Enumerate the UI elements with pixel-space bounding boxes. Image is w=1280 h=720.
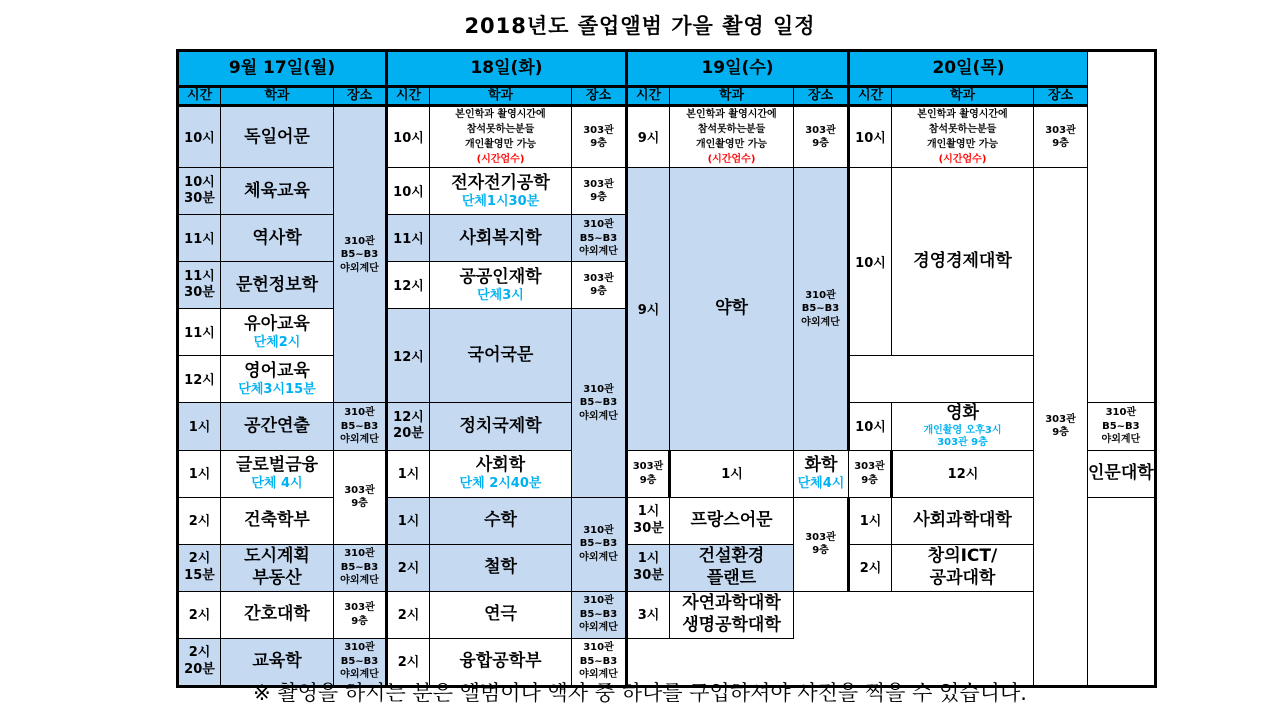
time-cell: 9시 bbox=[627, 168, 670, 450]
note-cell: 본인학과 촬영시간에 참석못하는분들 개인촬영만 가능 (시간엄수) bbox=[670, 106, 794, 168]
header-time: 시간 bbox=[178, 87, 221, 106]
time-cell: 12시 20분 bbox=[387, 403, 430, 450]
time-cell: 1시 bbox=[178, 403, 221, 450]
dept-cell: 정치국제학 bbox=[430, 403, 572, 450]
place-cell: 310관 B5~B3 야외계단 bbox=[572, 591, 627, 638]
dept-cell: 국어국문 bbox=[430, 309, 572, 403]
time-cell: 10시 bbox=[387, 106, 430, 168]
time-cell: 2시 bbox=[178, 497, 221, 544]
time-cell: 10시 bbox=[849, 168, 892, 356]
dept-cell: 건설환경 플랜트 bbox=[670, 544, 794, 591]
time-cell: 12시 bbox=[892, 450, 1034, 497]
table-row bbox=[178, 544, 1156, 591]
place-cell: 303관 9층 bbox=[572, 262, 627, 309]
dept-cell: 영어교육 단체3시15분 bbox=[221, 356, 334, 403]
day-header-wednesday: 19일(수) bbox=[627, 51, 849, 87]
time-cell: 2시 bbox=[387, 591, 430, 638]
time-cell: 10시 bbox=[849, 106, 892, 168]
time-cell: 9시 bbox=[627, 106, 670, 168]
dept-cell: 유아교육 단체2시 bbox=[221, 309, 334, 356]
dept-cell: 약학 bbox=[670, 168, 794, 450]
time-cell: 1시 bbox=[849, 497, 892, 544]
dept-cell: 사회학 단체 2시40분 bbox=[430, 450, 572, 497]
footer-note: ※ 촬영을 하시는 분은 앨범이나 액자 중 하나를 구입하셔야 사진을 찍을 수 있습니다. bbox=[253, 681, 1027, 705]
dept-cell: 경영경제대학 bbox=[892, 168, 1034, 356]
place-cell: 303관 9층 bbox=[849, 450, 892, 497]
table-row bbox=[178, 168, 1156, 215]
place-cell: 303관 9층 bbox=[794, 497, 849, 591]
place-cell: 303관 9층 bbox=[572, 106, 627, 168]
time-cell: 11시 bbox=[178, 309, 221, 356]
place-cell: 310관 B5~B3 야외계단 bbox=[572, 497, 627, 591]
header-dept: 학과 bbox=[221, 87, 334, 106]
dept-cell: 역사학 bbox=[221, 215, 334, 262]
time-cell: 2시 bbox=[849, 544, 892, 591]
time-cell: 2시 bbox=[178, 591, 221, 638]
table-row bbox=[178, 591, 1156, 638]
place-cell: 310관 B5~B3 야외계단 bbox=[334, 638, 387, 686]
dept-cell: 도시계획 부동산 bbox=[221, 544, 334, 591]
header-dept: 학과 bbox=[670, 87, 794, 106]
dept-cell: 인문대학 bbox=[1088, 450, 1156, 497]
header-place: 장소 bbox=[334, 87, 387, 106]
dept-cell: 창의ICT/ 공과대학 bbox=[892, 544, 1034, 591]
place-cell: 303관 9층 bbox=[1034, 168, 1088, 686]
dept-cell: 자연과학대학 생명공학대학 bbox=[670, 591, 794, 638]
place-cell: 310관 B5~B3 야외계단 bbox=[572, 309, 627, 497]
dept-cell: 건축학부 bbox=[221, 497, 334, 544]
dept-cell: 사회과학대학 bbox=[892, 497, 1034, 544]
dept-cell: 철학 bbox=[430, 544, 572, 591]
note-cell: 본인학과 촬영시간에 참석못하는분들 개인촬영만 가능 (시간엄수) bbox=[892, 106, 1034, 168]
time-cell: 2시 bbox=[387, 544, 430, 591]
time-cell: 1시 bbox=[670, 450, 794, 497]
place-cell: 303관 9층 bbox=[334, 450, 387, 544]
place-cell: 310관 B5~B3 야외계단 bbox=[572, 215, 627, 262]
place-cell: 310관 B5~B3 야외계단 bbox=[334, 544, 387, 591]
header-time: 시간 bbox=[627, 87, 670, 106]
place-cell: 310관 B5~B3 야외계단 bbox=[572, 638, 627, 686]
time-cell: 2시 bbox=[387, 638, 430, 686]
table-row bbox=[178, 497, 1156, 544]
dept-cell: 문헌정보학 bbox=[221, 262, 334, 309]
place-cell: 303관 9층 bbox=[627, 450, 670, 497]
time-cell: 1시 bbox=[387, 450, 430, 497]
header-place: 장소 bbox=[794, 87, 849, 106]
day-header-row bbox=[178, 51, 1156, 87]
time-cell: 10시 bbox=[387, 168, 430, 215]
dept-cell: 프랑스어문 bbox=[670, 497, 794, 544]
time-cell: 11시 bbox=[178, 215, 221, 262]
time-cell: 2시 20분 bbox=[178, 638, 221, 686]
time-cell: 1시 30분 bbox=[627, 544, 670, 591]
time-cell: 3시 bbox=[627, 591, 670, 638]
header-dept: 학과 bbox=[430, 87, 572, 106]
place-cell: 310관 B5~B3 야외계단 bbox=[1088, 403, 1156, 450]
dept-cell: 융합공학부 bbox=[430, 638, 572, 686]
time-cell: 12시 bbox=[178, 356, 221, 403]
schedule-table bbox=[176, 49, 1157, 688]
time-cell: 12시 bbox=[387, 309, 430, 403]
header-place: 장소 bbox=[572, 87, 627, 106]
time-cell: 1시 bbox=[387, 497, 430, 544]
dept-cell: 글로벌금융 단체 4시 bbox=[221, 450, 334, 497]
table-row bbox=[178, 450, 1156, 497]
time-cell: 10시 bbox=[849, 403, 892, 450]
header-place: 장소 bbox=[1034, 87, 1088, 106]
place-cell: 310관 B5~B3 야외계단 bbox=[334, 106, 387, 403]
dept-cell: 독일어문 bbox=[221, 106, 334, 168]
header-dept: 학과 bbox=[892, 87, 1034, 106]
place-cell: 310관 B5~B3 야외계단 bbox=[334, 403, 387, 450]
day-header-monday: 9월 17일(월) bbox=[178, 51, 387, 87]
dept-cell: 간호대학 bbox=[221, 591, 334, 638]
place-cell: 303관 9층 bbox=[334, 591, 387, 638]
time-cell: 1시 30분 bbox=[627, 497, 670, 544]
day-header-tuesday: 18일(화) bbox=[387, 51, 627, 87]
dept-cell: 공간연출 bbox=[221, 403, 334, 450]
dept-cell: 사회복지학 bbox=[430, 215, 572, 262]
time-cell: 10시 30분 bbox=[178, 168, 221, 215]
place-cell: 310관 B5~B3 야외계단 bbox=[794, 168, 849, 450]
dept-cell: 영화 개인촬영 오후3시 303관 9층 bbox=[892, 403, 1034, 450]
dept-cell: 수학 bbox=[430, 497, 572, 544]
place-cell: 303관 9층 bbox=[572, 168, 627, 215]
place-cell: 303관 9층 bbox=[794, 106, 849, 168]
page-title: 2018년도 졸업앨범 가을 촬영 일정 bbox=[464, 14, 816, 38]
note-cell: 본인학과 촬영시간에 참석못하는분들 개인촬영만 가능 (시간엄수) bbox=[430, 106, 572, 168]
dept-cell: 전자전기공학 단체1시30분 bbox=[430, 168, 572, 215]
time-cell: 11시 bbox=[387, 215, 430, 262]
column-header-row bbox=[178, 87, 1156, 106]
dept-cell: 연극 bbox=[430, 591, 572, 638]
dept-cell: 화학 단체4시 bbox=[794, 450, 849, 497]
time-cell: 2시 15분 bbox=[178, 544, 221, 591]
dept-cell: 체육교육 bbox=[221, 168, 334, 215]
time-cell: 1시 bbox=[178, 450, 221, 497]
time-cell: 10시 bbox=[178, 106, 221, 168]
header-time: 시간 bbox=[387, 87, 430, 106]
header-time: 시간 bbox=[849, 87, 892, 106]
day-header-thursday: 20일(목) bbox=[849, 51, 1088, 87]
time-cell: 11시 30분 bbox=[178, 262, 221, 309]
place-cell: 303관 9층 bbox=[1034, 106, 1088, 168]
dept-cell: 공공인재학 단체3시 bbox=[430, 262, 572, 309]
time-cell: 12시 bbox=[387, 262, 430, 309]
dept-cell: 교육학 bbox=[221, 638, 334, 686]
